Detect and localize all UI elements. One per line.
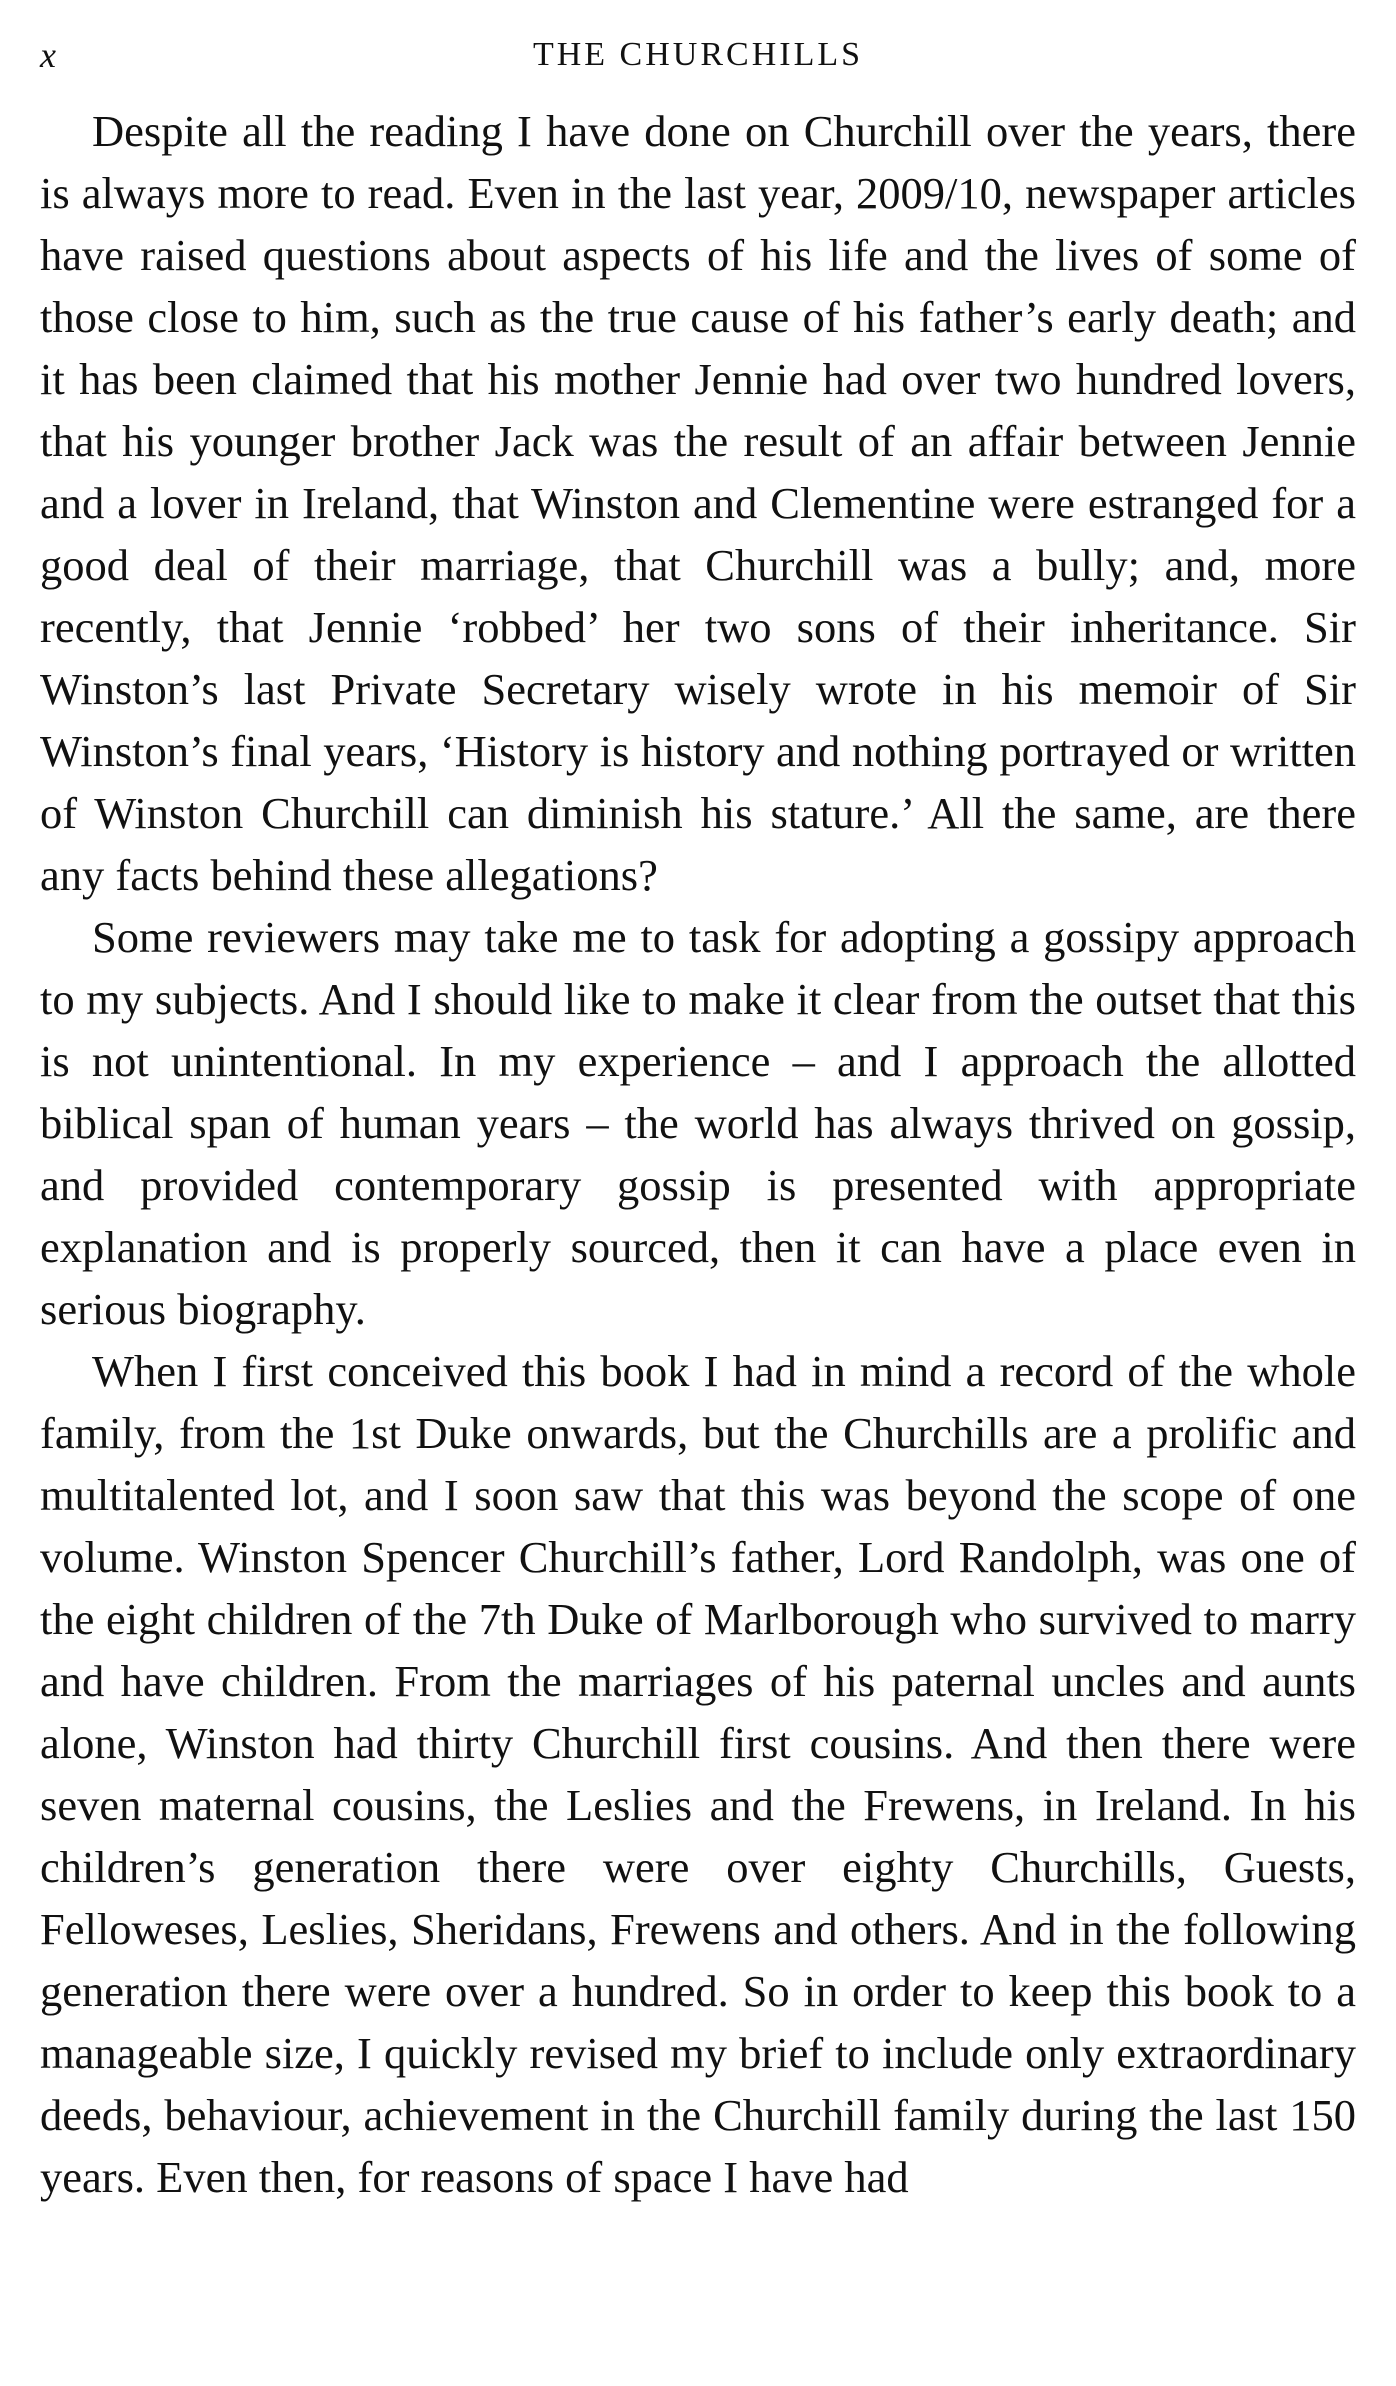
page-number: x [40,35,56,75]
running-head [40,30,1356,80]
paragraph: When I first conceived this book I had in mind a record of the whole family, from the 1st Duke onwards, but the Churchills are a prolific and multitalented lot, and I soon saw that this was beyond the scope of one volume. Winston Spencer Churchill’s father, Lord Randolph, was one of the eight children of the 7th Duke of Marlborough who survived to marry and have children. From the marriages of his paternal uncles and aunts alone, Winston had thirty Churchill first cousins. And then there were seven maternal cousins, the Leslies and the Frewens, in Ireland. In his children’s generation there were over eighty Churchills, Guests, Felloweses, Leslies, Sheridans, Frewens and others. And in the following generation there were over a hundred. So in order to keep this book to a manageable size, I quickly revised my brief to include only extraordinary deeds, behaviour, achievement in the Churchill family during the last 150 years. Even then, for reasons of space I have had [40,1346,1356,2202]
running-title: THE CHURCHILLS [532,36,864,73]
paragraph: Some reviewers may take me to task for adopting a gossipy approach to my subjects. And I should like to make it clear from the outset that this is not unintentional. In my experience – and I approach the allotted biblical span of human years – the world has always thrived on gossip, and provided contemporary gossip is presented with appropriate explanation and is properly sourced, then it can have a place even in serious biography. [40,912,1356,1334]
paragraph: Despite all the reading I have done on Churchill over the years, there is always more to read. Even in the last year, 2009/10, newspaper articles have raised questions about aspects of his life and the lives of some of those close to him, such as the true cause of his father’s early death; and it has been claimed that his mother Jennie had over two hundred lovers, that his younger brother Jack was the result of an affair between Jennie and a lover in Ireland, that Winston and Clementine were estranged for a good deal of their marriage, that Churchill was a bully; and, more recently, that Jennie ‘robbed’ her two sons of their inheritance. Sir Winston’s last Private Secretary wisely wrote in his memoir of Sir Winston’s final years, ‘History is history and nothing portrayed or written of Winston Churchill can diminish his stature.’ All the same, are there any facts behind these allegations? [40,106,1356,900]
body-text [40,100,1356,2208]
